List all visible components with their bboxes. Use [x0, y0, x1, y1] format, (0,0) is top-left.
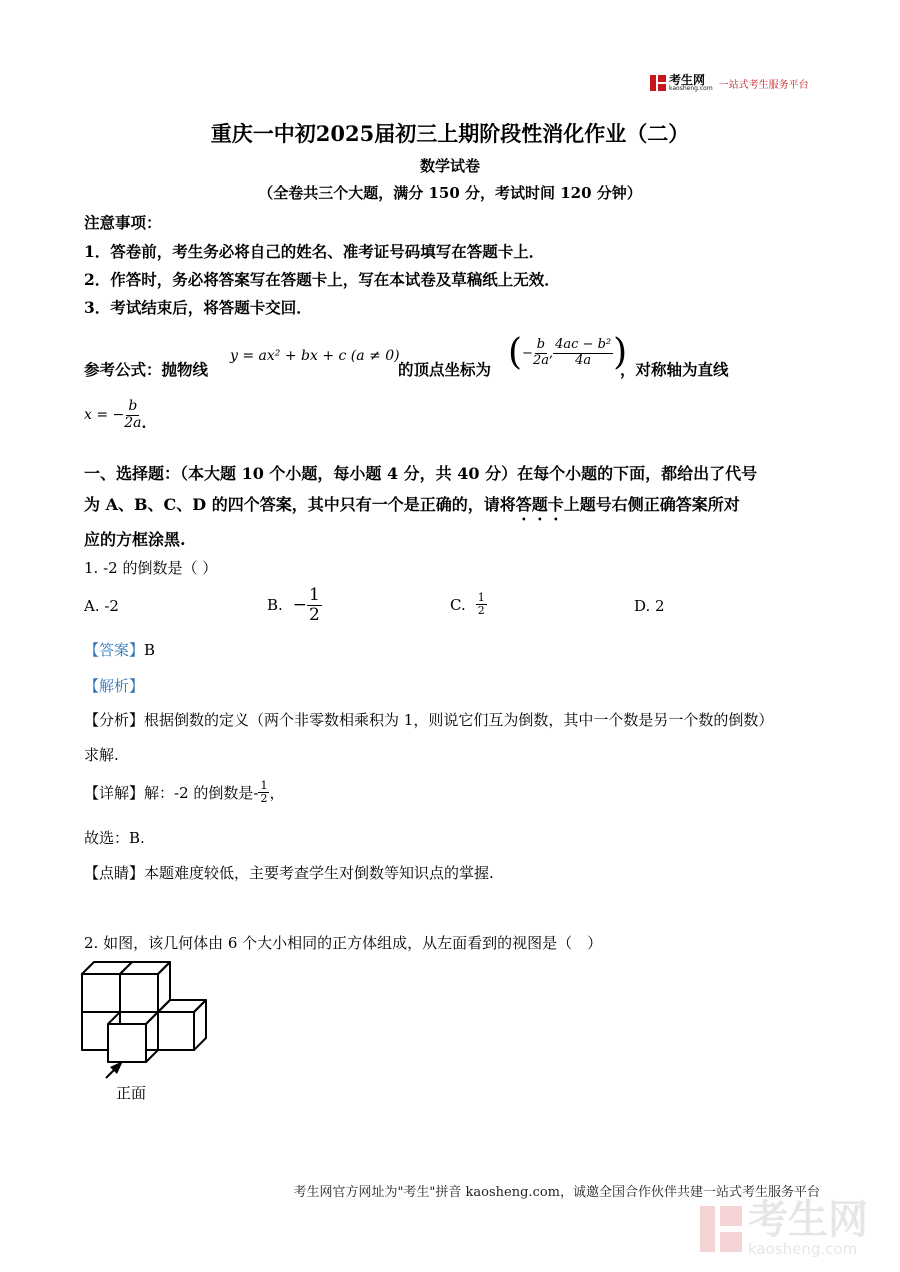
kaosheng-logo-icon — [650, 75, 666, 91]
answer-card-emphasis: 答题卡 — [515, 495, 564, 514]
exam-info: （全卷共三个大题，满分 150 分，考试时间 120 分钟） — [258, 184, 642, 202]
q1-stem: 1. -2 的倒数是（ ） — [84, 559, 218, 577]
axis-lhs: x = − — [84, 407, 125, 423]
cube-side-face — [194, 1000, 206, 1050]
cube-front-face — [108, 1024, 146, 1062]
notes-heading: 注意事项： — [84, 213, 162, 232]
axis-end: . — [141, 416, 147, 432]
q1-fenxi: 【分析】根据倒数的定义（两个非零数相乘积为 1，则说它们互为倒数，其中一个数是另一个数的倒数） — [84, 711, 774, 729]
q1-option-d: D. 2 — [634, 597, 665, 615]
q2-stem: 2. 如图，该几何体由 6 个大小相同的正方体组成，从左面看到的视图是（ ） — [84, 934, 603, 952]
note-item-1: 1．答卷前，考生务必将自己的姓名、准考证号码填写在答题卡上． — [84, 242, 545, 261]
q1-analysis-tag: 【解析】 — [84, 677, 145, 695]
formula-prefix: 参考公式：抛物线 — [84, 360, 209, 379]
section1-line3: 应的方框涂黑. — [84, 530, 186, 549]
note-item-3: 3．考试结束后，将答题卡交回． — [84, 298, 312, 317]
cube-top-face — [108, 1012, 158, 1024]
vertex-y-num: 4ac − b² — [555, 337, 612, 353]
q1-choice: 故选：B. — [84, 829, 145, 847]
cube-side-face — [146, 1012, 158, 1062]
vertex-x-num: b — [536, 337, 546, 353]
watermark-name: 考生网 — [748, 1197, 868, 1243]
q2-cube-figure — [76, 956, 216, 1081]
exam-title: 重庆一中初2025届初三上期阶段性消化作业（二） — [210, 121, 690, 146]
q1-dianjing: 【点睛】本题难度较低，主要考查学生对倒数等知识点的掌握. — [84, 864, 494, 882]
exam-subject: 数学试卷 — [419, 157, 480, 175]
vertex-y-den: 4a — [575, 352, 592, 368]
watermark — [700, 1197, 868, 1258]
symmetry-axis — [84, 398, 146, 432]
vertex-x-den: 2a — [532, 352, 549, 368]
watermark-url: kaosheng.com — [748, 1240, 858, 1258]
q2-front-label: 正面 — [116, 1084, 147, 1102]
vertex-coordinate: ( − $\frac{b}{2a}$ , $\frac{\text{4ac − b²}}{4a}$ ) — [508, 332, 628, 373]
note-item-2: 2．作答时，务必将答案写在答题卡上，写在本试卷及草稿纸上无效． — [84, 270, 560, 289]
cube-top-face — [82, 962, 132, 974]
reference-formula — [84, 330, 804, 390]
axis-den: 2a — [124, 414, 142, 431]
cube-front-face — [82, 974, 120, 1012]
q1-option-a: A. -2 — [84, 597, 119, 615]
section1-instructions — [84, 458, 824, 555]
header-logo — [650, 71, 809, 95]
q1-option-b: B. − $\frac{1}{2}$ — [267, 585, 320, 625]
formula-suffix: ，对称轴为直线 — [620, 360, 729, 379]
formula-mid: 的顶点坐标为 — [398, 360, 492, 379]
formula-equation: y = ax² + bx + c (a ≠ 0) — [230, 348, 400, 364]
q1-option-c: C. $\frac{1}{2}$ — [450, 591, 485, 618]
q1-xiangjie: 【详解】 解：-2 的倒数是- $\frac{1}{2}$ ， — [84, 779, 285, 806]
axis-num: b — [128, 398, 138, 415]
cube-side-face — [158, 962, 170, 1012]
cube-front-face — [158, 1012, 194, 1050]
watermark-logo-icon — [700, 1206, 742, 1252]
section1-line1: 一、选择题：（本大题 10 个小题，每小题 4 分，共 40 分）在每个小题的下面，都给出了代号 — [84, 464, 758, 483]
q1-answer: 【答案】B — [84, 641, 156, 659]
cube-top-face — [120, 962, 170, 974]
footer-note: 考生网官方网址为"考生"拼音 kaosheng.com，诚邀全国合作伙伴共建一站式考生服务平台 — [293, 1185, 820, 1200]
q1-fenxi-cont: 求解. — [84, 746, 119, 764]
logo-url: kaosheng.com — [669, 85, 713, 92]
logo-name: 考生网 — [669, 73, 706, 87]
section1-line2: 为 A、B、C、D 的四个答案，其中只有一个是正确的，请将答题卡上题号右侧正确答案所对 — [84, 495, 740, 514]
logo-slogan: 一站式考生服务平台 — [718, 79, 809, 91]
cube-front-face — [120, 974, 158, 1012]
